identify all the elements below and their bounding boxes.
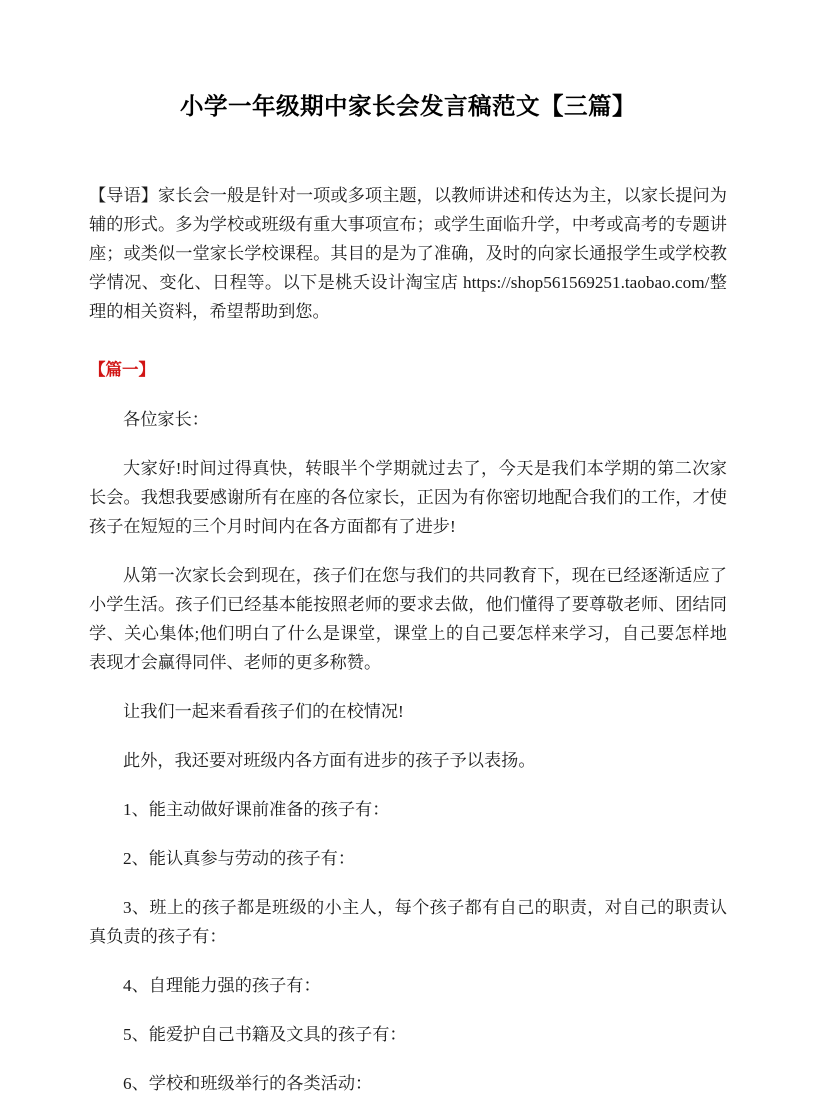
list-item: 1、能主动做好课前准备的孩子有： — [123, 799, 390, 819]
list-item: 2、能认真参与劳动的孩子有： — [123, 848, 356, 868]
paragraph: 让我们一起来看看孩子们的在校情况! — [123, 701, 404, 721]
paragraph: 从第一次家长会到现在，孩子们在您与我们的共同教育下，现在已经逐渐适应了小学生活。孩子们已经基本能按照老师的要求去做，他们懂得了要尊敬老师、团结同学、关心集体;他们明白了什么是课堂，课堂上的自己要怎样来学习，自己要怎样地表现才会赢得同伴、老师的更多称赞。 — [89, 565, 727, 672]
list-item: 4、自理能力强的孩子有： — [123, 975, 321, 995]
paragraph: 此外，我还要对班级内各方面有进步的孩子予以表扬。 — [123, 750, 536, 770]
paragraph: 大家好!时间过得真快，转眼半个学期就过去了，今天是我们本学期的第二次家长会。我想我要感谢所有在座的各位家长，正因为有你密切地配合我们的工作，才使孩子在短短的三个月时间内在各方面都有了进步! — [89, 458, 727, 536]
paragraph: 各位家长： — [123, 409, 209, 429]
intro-text-before-url: 【导语】家长会一般是针对一项或多项主题，以教师讲述和传达为主，以家长提问为辅的形式。多为学校或班级有重大事项宣布；或学生面临升学，中考或高考的专题讲座；或类似一堂家长学校课程。其目的是为了准确，及时的向家长通报学生或学校教学情况、变化、日程等。以下是桃夭设计淘宝店 — [89, 185, 727, 292]
list-item: 3、班上的孩子都是班级的小主人，每个孩子都有自己的职责，对自己的职责认真负责的孩子有： — [89, 897, 727, 946]
intro-paragraph — [89, 123, 727, 326]
section-marker-part-one: 【篇一】 — [89, 359, 155, 379]
document-content — [89, 0, 727, 1098]
intro-text-after-url: 整理的相关资料，希望帮助到您。 — [89, 272, 727, 321]
list-item: 6、学校和班级举行的各类活动： — [123, 1073, 373, 1093]
speech-body — [89, 383, 727, 1098]
page-title: 小学一年级期中家长会发言稿范文【三篇】 — [180, 94, 636, 120]
list-item: 5、能爱护自己书籍及文具的孩子有： — [123, 1024, 407, 1044]
taobao-shop-url: https://shop561569251.taobao.com/ — [463, 272, 710, 292]
